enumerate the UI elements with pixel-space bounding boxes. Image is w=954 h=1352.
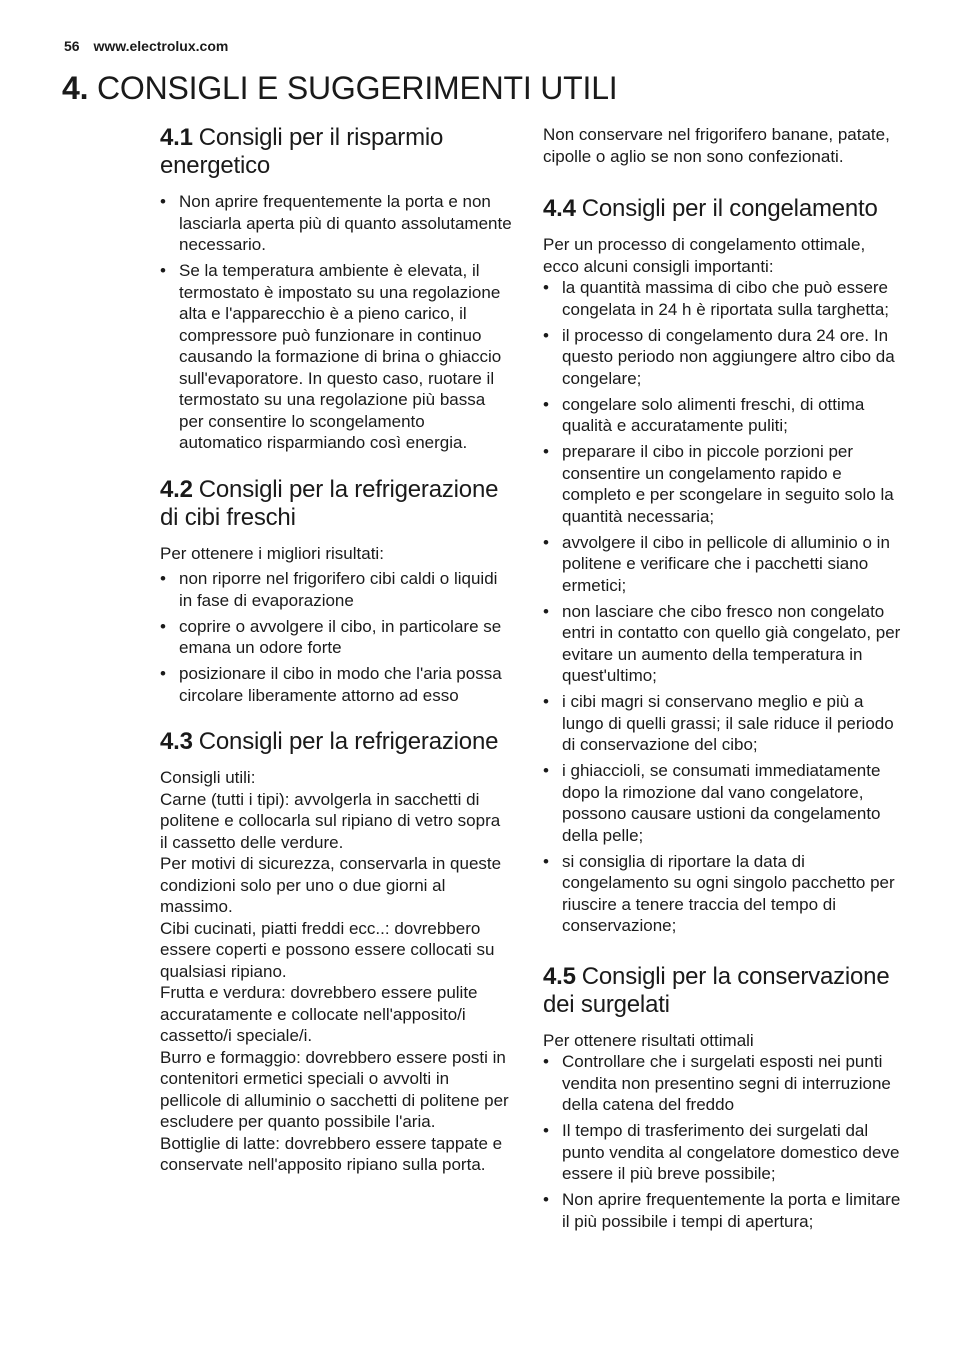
bullet-list [160, 191, 512, 454]
paragraph: Non conservare nel frigorifero banane, patate, cipolle o aglio se non sono confezionati. [543, 125, 890, 166]
list-item: • preparare il cibo in piccole porzioni per consentire un congelamento rapido e completo e per scongelare in seguito solo la quantità necessaria; [543, 442, 894, 526]
list-item: • Controllare che i surgelati esposti nei punti vendita non presentino segni di interruzione della catena del freddo [543, 1052, 891, 1114]
page-number: 56 [64, 38, 80, 54]
chapter-number: 4. [62, 70, 89, 106]
section-intro: Per ottenere i migliori risultati: [160, 543, 384, 563]
paragraph: Bottiglie di latte: dovrebbero essere tappate e conservate nell'apposito ripiano sulla porta. [160, 1133, 503, 1174]
list-item: • la quantità massima di cibo che può essere congelata in 24 h è riportata sulla targhetta; [543, 278, 889, 319]
section-heading: 4.1 Consigli per il risparmio energetico [160, 124, 444, 179]
paragraph: Carne (tutti i tipi): avvolgerla in sacchetti di politene e collocarla sul ripiano di vetro sopra il cassetto delle verdure. [160, 789, 501, 852]
paragraph: Burro e formaggio: dovrebbero essere posti in contenitori ermetici speciali o avvolti in pellicole di alluminio o sacchetti di politene per escludere per quanto possibile l'aria. [160, 1047, 509, 1131]
bullet-list [543, 1051, 903, 1232]
section-4-3 [160, 728, 512, 1176]
list-item: • Il tempo di trasferimento dei surgelati dal punto vendita al congelatore domestico deve essere il più breve possibile; [543, 1121, 900, 1183]
section-heading: 4.2 Consigli per la refrigerazione di cibi freschi [160, 475, 499, 531]
section-4-3-continued [543, 124, 903, 167]
left-column [160, 124, 512, 1198]
list-item: • i ghiaccioli, se consumati immediatamente dopo la rimozione dal vano congelatore, possono causare ustioni da congelamento della pelle; [543, 761, 881, 845]
bullet-list [543, 277, 903, 937]
right-column [543, 124, 903, 1254]
section-heading: 4.4 Consigli per il congelamento [543, 195, 878, 222]
website-link[interactable]: www.electrolux.com [93, 38, 229, 54]
page-header [64, 38, 238, 54]
section-4-2 [160, 476, 512, 707]
bullet-list [160, 568, 512, 706]
paragraph: Cibi cucinati, piatti freddi ecc..: dovrebbero essere coperti e possono essere collocati su qualsiasi ripiano. [160, 918, 495, 981]
list-item: • coprire o avvolgere il cibo, in particolare se emana un odore forte [160, 616, 502, 657]
list-item: • congelare solo alimenti freschi, di ottima qualità e accuratamente puliti; [543, 394, 865, 435]
paragraph: Consigli utili: [160, 768, 256, 787]
section-intro: Per ottenere risultati ottimali [543, 1030, 754, 1050]
paragraph: Per motivi di sicurezza, conservarla in queste condizioni solo per uno o due giorni al massimo. [160, 854, 502, 916]
list-item: • avvolgere il cibo in pellicole di alluminio o in politene e verificare che i pacchetti siano ermetici; [543, 532, 890, 595]
list-item: • posizionare il cibo in modo che l'aria possa circolare liberamente attorno ad esso [160, 664, 502, 705]
section-4-1 [160, 124, 512, 454]
list-item: • il processo di congelamento dura 24 ore. In questo periodo non aggiungere altro cibo da congelare; [543, 325, 895, 388]
section-4-4 [543, 195, 903, 937]
list-item: • si consiglia di riportare la data di congelamento su ogni singolo pacchetto per riuscire a tenere traccia del tempo di conservazione; [543, 851, 895, 935]
section-heading: 4.3 Consigli per la refrigerazione [160, 728, 499, 755]
section-heading: 4.5 Consigli per la conservazione dei surgelati [543, 962, 890, 1018]
list-item: • Se la temperatura ambiente è elevata, il termostato è impostato su una regolazione alta e l'apparecchio è a pieno carico, il compressore può funzionare in continuo causando la formazione di brina o ghiaccio sull'evaporatore. In questo caso, ruotare il termostato su una regolazione più bassa per consentire lo scongelamento automatico risparmiando così energia. [160, 261, 502, 452]
chapter-title-text: CONSIGLI E SUGGERIMENTI UTILI [97, 70, 618, 106]
chapter-title [62, 70, 618, 107]
list-item: • i cibi magri si conservano meglio e più a lungo di quelli grassi; il sale riduce il periodo di conservazione del cibo; [543, 692, 894, 754]
section-intro: Per un processo di congelamento ottimale, ecco alcuni consigli importanti: [543, 235, 866, 276]
list-item: • Non aprire frequentemente la porta e non lasciarla aperta più di quanto assolutamente necessario. [160, 192, 512, 254]
list-item: • non lasciare che cibo fresco non congelato entri in contatto con quello già congelato, per evitare un aumento della temperatura in quest'ultimo; [543, 601, 901, 685]
list-item: • non riporre nel frigorifero cibi caldi o liquidi in fase di evaporazione [160, 569, 498, 610]
paragraph: Frutta e verdura: dovrebbero essere pulite accuratamente e collocate nell'apposito/i cassetto/i speciale/i. [160, 983, 478, 1045]
list-item: • Non aprire frequentemente la porta e limitare il più possibile i tempi di apertura; [543, 1190, 901, 1231]
section-4-5 [543, 963, 903, 1233]
